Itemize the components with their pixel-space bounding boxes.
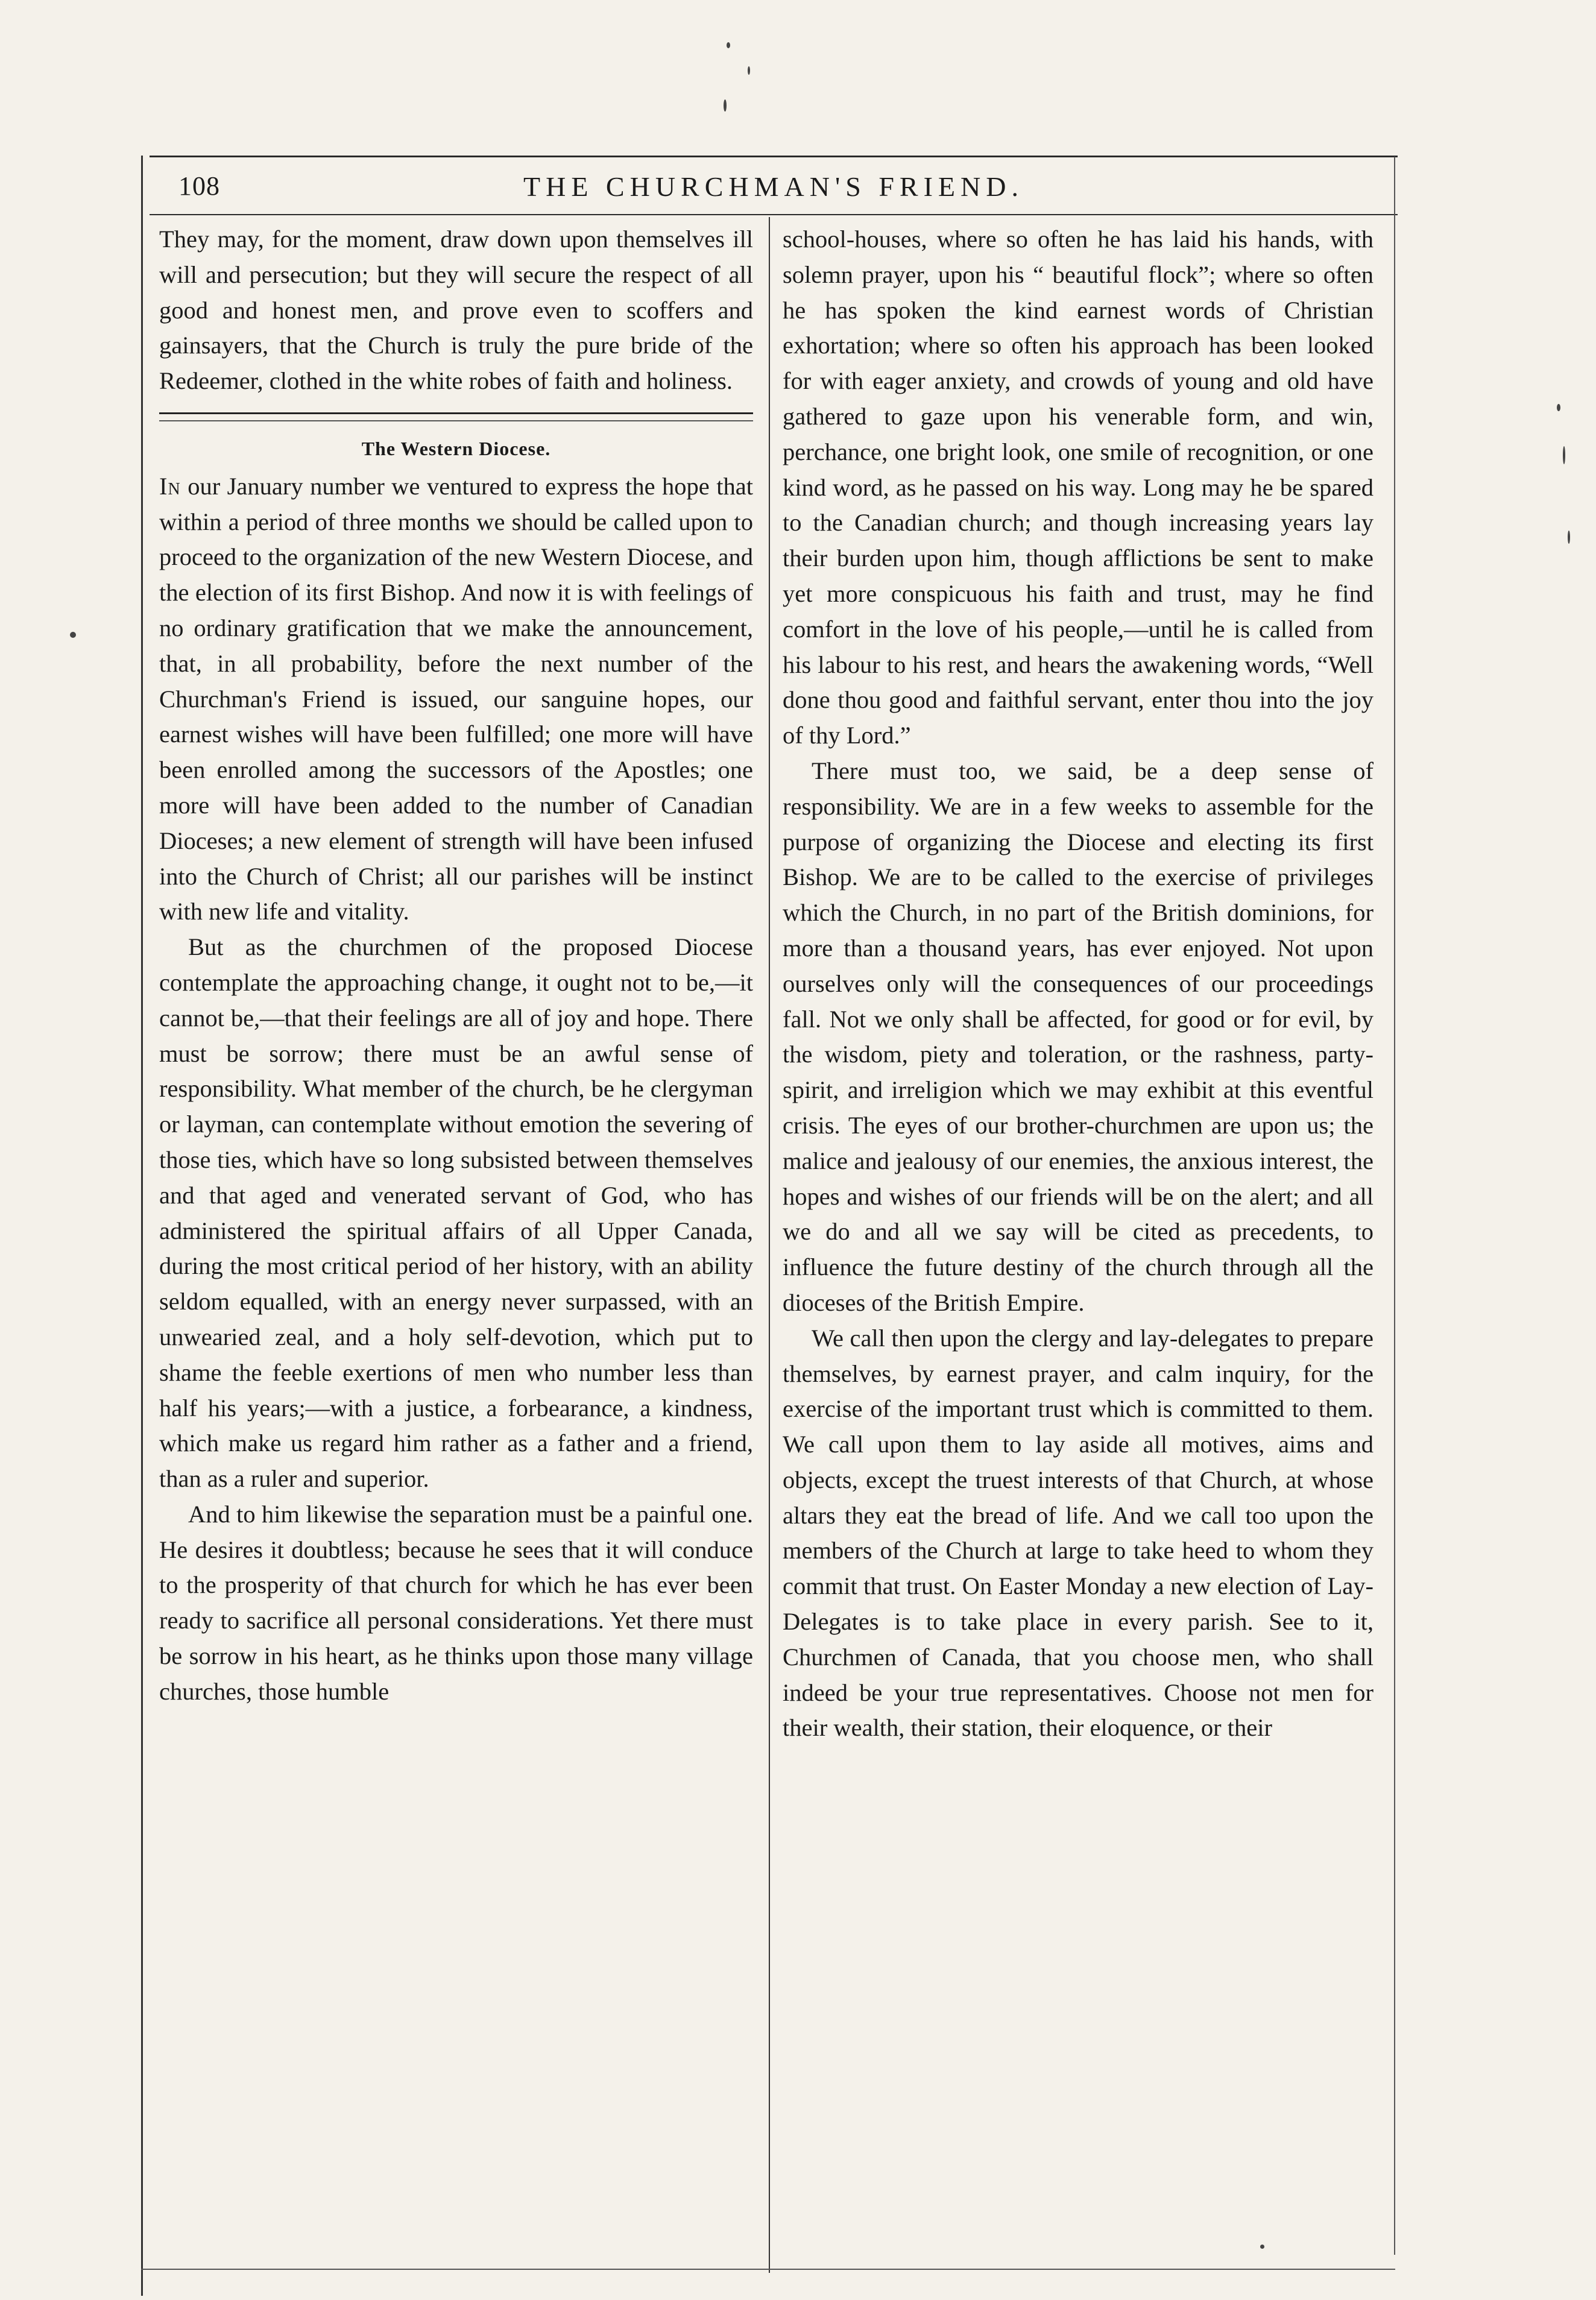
right-paragraph-1: school-houses, where so often he has laid his hands, with solemn prayer, upon his “ beautiful flock”; where so often he has spoken the kind earnest words of Christian exhortation; where so often his approach has been looked for with eager anxiety, and crowds of young and old have gathered to gaze upon his venerable form, and win, perchance, one bright look, one smile of recognition, or one kind word, as he passed on his way. Long may he be spared to the Canadian church; and though increasing years lay their burden upon him, though afflictions be sent to make yet more conspicuous his faith and trust, may he find comfort in the love of his people,—until he is called from his labour to his rest, and hears the awakening words, “Well done thou good and faithful servant, enter thou into the joy of thy Lord.” bbox=[783, 225, 1374, 749]
header-rule bbox=[150, 214, 1398, 215]
running-head: THE CHURCHMAN'S FRIEND. bbox=[523, 171, 1024, 202]
left-column bbox=[159, 222, 753, 1710]
column-divider bbox=[769, 217, 770, 2273]
scan-speck bbox=[1563, 446, 1565, 464]
right-paragraph-3: We call then upon the clergy and lay-delegates to prepare themselves, by earnest prayer, and calm inquiry, for the exercise of the important trust which is committed to them. We call upon them to lay aside all motives, aims and objects, except the truest interests of that Church, at whose altars they eat the bread of life. And we call too upon the members of the Church at large to take heed to whom they commit that trust. On Easter Monday a new election of Lay-Delegates is to take place in every parish. See to it, Churchmen of Canada, that you choose men, who shall indeed be your true representatives. Choose not men for their wealth, their station, their eloquence, or their bbox=[783, 1324, 1374, 1742]
scan-speck bbox=[748, 66, 750, 75]
article-paragraph-2: But as the churchmen of the proposed Diocese contemplate the approaching change, it ought not to be,—it cannot be,—that their feelings are all of joy and hope. There must be sorrow; there must be an awful sense of responsibility. What member of the church, be he clergyman or layman, can contemplate without emotion the severing of those ties, which have so long subsisted between themselves and that aged and venerated servant of God, who has administered the spiritual affairs of all Upper Canada, during the most critical period of her history, with an ability seldom equalled, with an energy never surpassed, with an unwearied zeal, and a holy self-devotion, which put to shame the feeble exertions of men who number less than half his years;—with a justice, a forbearance, a kindness, which make us regard him rather as a father and a friend, than as a ruler and superior. bbox=[159, 933, 753, 1493]
scan-speck bbox=[1260, 2245, 1264, 2249]
section-divider-rule bbox=[159, 412, 753, 421]
scan-speck bbox=[70, 632, 76, 638]
left-border-rule bbox=[141, 156, 143, 2296]
article-paragraph-3: And to him likewise the separation must be a painful one. He desires it doubtless; because he sees that it will conduce to the prosperity of that church for which he has ever been ready to sacrifice all personal considerations. Yet there must be sorrow in his heart, as he thinks upon those many village churches, those humble bbox=[159, 1500, 753, 1705]
page-header bbox=[150, 166, 1398, 214]
top-rule bbox=[150, 156, 1398, 157]
article-paragraph-1 bbox=[159, 469, 753, 930]
right-column bbox=[783, 222, 1374, 1746]
right-paragraph-2: There must too, we said, be a deep sense of responsibility. We are in a few weeks to assemble for the purpose of organizing the Diocese and electing its first Bishop. We are to be called to the exercise of privileges which the Church, in no part of the British dominions, for more than a thousand years, has ever enjoyed. Not upon ourselves only will the consequences of our proceedings fall. Not we only shall be affected, for good or for evil, by the wisdom, piety and toleration, or the rashness, party-spirit, and irreligion which we may exhibit at this eventful crisis. The eyes of our brother-churchmen are upon us; the malice and jealousy of our enemies, the anxious interest, the hopes and wishes of our friends will be on the alert; and all we do and all we say will be cited as precedents, to influence the future destiny of the church through all the dioceses of the British Empire. bbox=[783, 757, 1374, 1316]
scan-speck bbox=[724, 99, 727, 112]
section-title: The Western Diocese. bbox=[361, 437, 551, 459]
article-paragraph-1-text: our January number we ventured to express the hope that within a period of three months we should be called upon to proceed to the organization of the new Western Diocese, and the election of its first Bishop. And now it is with feelings of no ordinary gratification that we make the announcement, that, in all probability, before the next number of the Churchman's Friend is issued, our sanguine hopes, our earnest wishes will have been fulfilled; one more will have been enrolled among the successors of the Apostles; one more will have been added to the number of Canadian Dioceses; a new element of strength will have been infused into the Church of Christ; all our parishes will be instinct with new life and vitality. bbox=[159, 472, 753, 925]
page-number: 108 bbox=[178, 171, 220, 201]
right-border-rule bbox=[1394, 157, 1395, 2255]
scan-speck bbox=[727, 42, 730, 48]
scan-speck bbox=[1557, 404, 1560, 411]
bottom-rule bbox=[141, 2269, 1395, 2270]
scan-speck bbox=[1568, 531, 1570, 544]
article-dropcap: In bbox=[159, 472, 181, 500]
opening-paragraph: They may, for the moment, draw down upon themselves ill will and persecution; but they will secure the respect of all good and honest men, and prove even to scoffers and gainsayers, that the Church is truly the pure bride of the Redeemer, clothed in the white robes of faith and holiness. bbox=[159, 225, 753, 395]
